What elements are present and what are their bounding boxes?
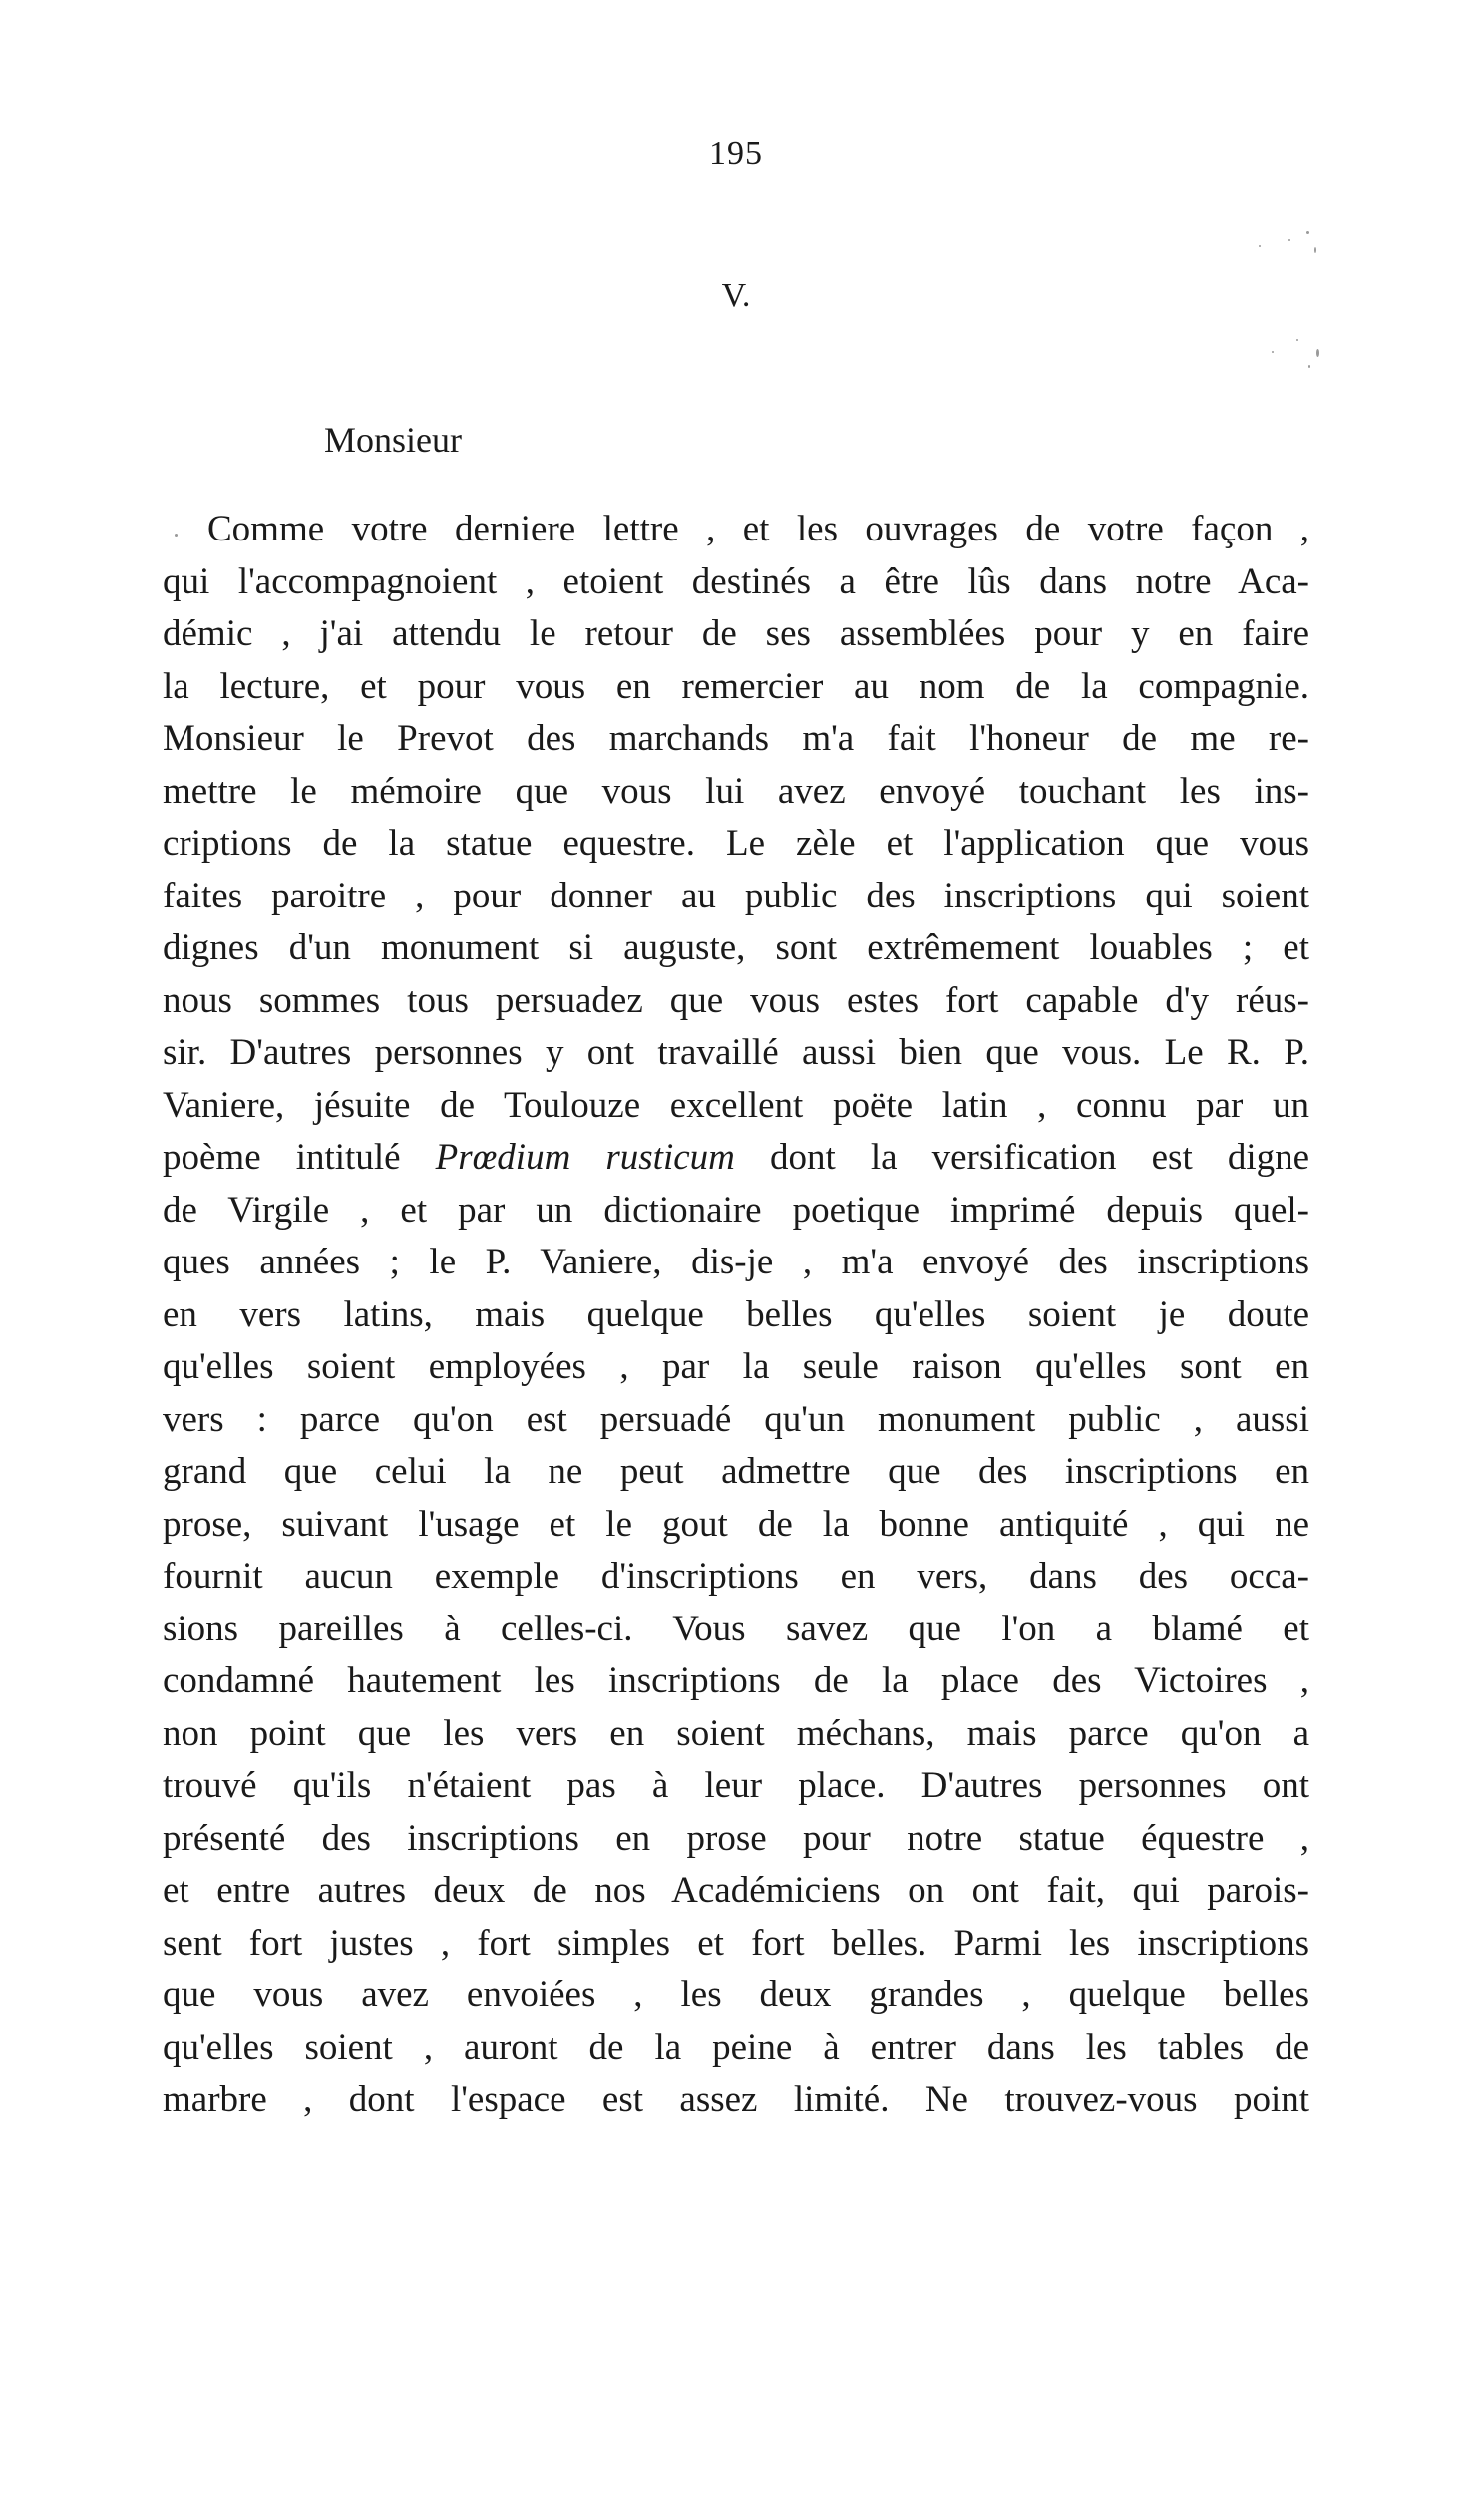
- text-line: nous sommes tous persuadez que vous estes fort capable d'y réus-: [163, 979, 1309, 1021]
- scan-speck: [175, 534, 178, 537]
- section-number: V.: [721, 277, 751, 314]
- text-line: Monsieur le Prevot des marchands m'a fait l'honeur de me re-: [163, 718, 1309, 759]
- text-line-with-title: [163, 1132, 1309, 1185]
- text-line: trouvé qu'ils n'étaient pas à leur place. D'autres personnes ont: [163, 1765, 1309, 1806]
- scan-speck: [1259, 245, 1261, 247]
- text-line: grand que celui la ne peut admettre que des inscriptions en: [163, 1451, 1309, 1492]
- text-line: fournit aucun exemple d'inscriptions en vers, dans des occa-: [163, 1556, 1309, 1597]
- scan-speck: [1314, 247, 1316, 253]
- text-line: faites paroitre , pour donner au public des inscriptions qui soient: [163, 875, 1309, 916]
- letter-body: [163, 504, 1309, 2127]
- text-line: mettre le mémoire que vous lui avez envoyé touchant les ins-: [163, 770, 1309, 812]
- text-line: qu'elles soient employées , par la seule raison qu'elles sont en: [163, 1346, 1309, 1387]
- page-number: 195: [709, 135, 763, 172]
- text-line: sir. D'autres personnes y ont travaillé aussi bien que vous. Le R. P.: [163, 1032, 1309, 1073]
- text-fragment: dont la versification est digne: [769, 1137, 1310, 1178]
- text-line: criptions de la statue equestre. Le zèle et l'application que vous: [163, 823, 1309, 864]
- text-line: Comme votre derniere lettre , et les ouvrages de votre façon ,: [207, 509, 1309, 549]
- text-line: et entre autres deux de nos Académiciens on ont fait, qui parois-: [163, 1870, 1309, 1911]
- text-line: démic , j'ai attendu le retour de ses assemblées pour y en faire: [163, 613, 1309, 654]
- text-line: ques années ; le P. Vaniere, dis-je , m'a envoyé des inscriptions: [163, 1242, 1309, 1282]
- scan-speck: [1296, 339, 1298, 341]
- text-line: non point que les vers en soient méchans, mais parce qu'on a: [163, 1712, 1309, 1754]
- salutation: Monsieur: [324, 420, 462, 460]
- scan-speck: [1316, 349, 1319, 357]
- scan-speck: [1288, 239, 1290, 241]
- text-line: de Virgile , et par un dictionaire poetique imprimé depuis quel-: [163, 1189, 1309, 1231]
- text-line: présenté des inscriptions en prose pour notre statue équestre ,: [163, 1817, 1309, 1859]
- text-line: sent fort justes , fort simples et fort belles. Parmi les inscriptions: [163, 1922, 1309, 1964]
- scan-speck: [1308, 365, 1310, 368]
- text-line: condamné hautement les inscriptions de la place des Victoires ,: [163, 1660, 1309, 1701]
- italic-title: Prœdium rusticum: [435, 1137, 735, 1178]
- text-fragment: poème intitulé: [163, 1137, 401, 1178]
- text-line: en vers latins, mais quelque belles qu'elles soient je doute: [163, 1293, 1309, 1335]
- text-line: dignes d'un monument si auguste, sont extrêmement louables ; et: [163, 927, 1309, 968]
- text-line: marbre , dont l'espace est assez limité. Ne trouvez-vous point: [163, 2079, 1309, 2120]
- text-line: vers : parce qu'on est persuadé qu'un monument public , aussi: [163, 1398, 1309, 1440]
- scan-speck: [1306, 231, 1309, 234]
- text-line: qui l'accompagnoient , etoient destinés a être lûs dans notre Aca-: [163, 560, 1309, 602]
- scan-speck: [1272, 351, 1274, 353]
- text-line: qu'elles soient , auront de la peine à entrer dans les tables de: [163, 2026, 1309, 2068]
- text-line: la lecture, et pour vous en remercier au nom de la compagnie.: [163, 665, 1309, 707]
- text-line: prose, suivant l'usage et le gout de la bonne antiquité , qui ne: [163, 1503, 1309, 1545]
- text-line: Vaniere, jésuite de Toulouze excellent poëte latin , connu par un: [163, 1084, 1309, 1126]
- text-line: sions pareilles à celles-ci. Vous savez que l'on a blamé et: [163, 1608, 1309, 1649]
- text-line: que vous avez envoiées , les deux grandes , quelque belles: [163, 1975, 1309, 2015]
